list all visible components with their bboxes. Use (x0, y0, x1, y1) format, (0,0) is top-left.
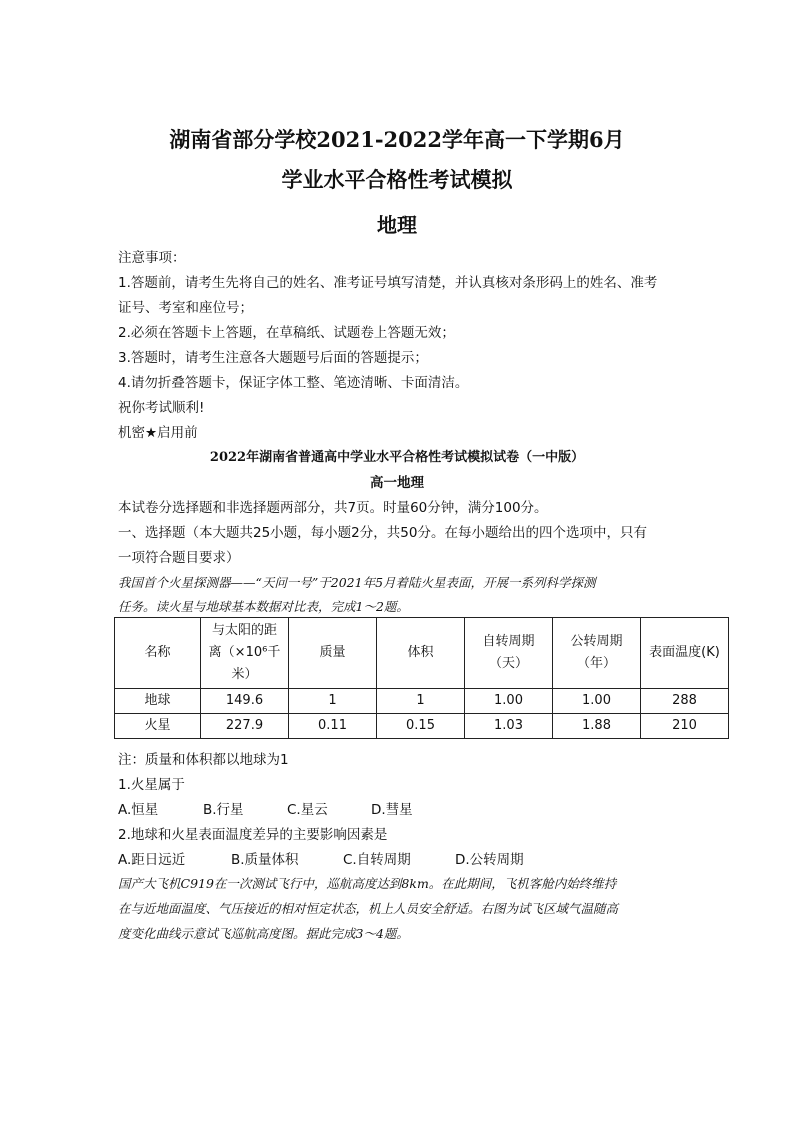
table-row (115, 714, 729, 739)
header-rotation-l2: （天） (488, 656, 528, 671)
cell-revolution: 1.88 (553, 714, 641, 739)
page-title-line1: 湖南省部分学校2021-2022学年高一下学期6月 (169, 127, 625, 152)
table-row (115, 689, 729, 714)
exam-intro: 本试卷分选择题和非选择题两部分，共7页。时量60分钟，满分100分。 (118, 500, 548, 516)
header-rotation (465, 618, 553, 689)
notice-item-1: 1.答题前，请考生先将自己的姓名、准考证号填写清楚，并认真核对条形码上的姓名、准考 (118, 275, 658, 291)
notice-item-3: 3.答题时，请考生注意各大题题号后面的答题提示； (118, 350, 428, 366)
q2-option-a: A.距日远近 (118, 852, 186, 868)
question-1-stem: 1.火星属于 (118, 777, 185, 793)
table-note: 注：质量和体积都以地球为1 (118, 752, 289, 768)
notice-item-1-cont: 证号、考室和座位号； (118, 300, 253, 316)
cell-mass: 0.11 (289, 714, 377, 739)
header-temperature: 表面温度(K) (641, 618, 729, 689)
q2-option-c: C.自转周期 (343, 852, 411, 868)
cell-volume: 0.15 (377, 714, 465, 739)
passage-mars-line2: 任务。读火星与地球基本数据对比表，完成1～2题。 (118, 599, 409, 614)
passage-c919-line2: 在与近地面温度、气压接近的相对恒定状态，机上人员安全舒适。右图为试飞区域气温随高 (118, 901, 619, 916)
header-revolution-l2: （年） (576, 656, 616, 671)
notice-heading: 注意事项： (118, 250, 186, 266)
header-name: 名称 (115, 618, 201, 689)
passage-c919-line1: 国产大飞机C919在一次测试飞行中，巡航高度达到8km。在此期间，飞机客舱内始终维持 (118, 876, 617, 891)
q1-option-a: A.恒星 (118, 802, 159, 818)
header-volume: 体积 (377, 618, 465, 689)
question-2-stem: 2.地球和火星表面温度差异的主要影响因素是 (118, 827, 388, 843)
cell-temperature: 210 (641, 714, 729, 739)
cell-name: 地球 (115, 689, 201, 714)
header-mass: 质量 (289, 618, 377, 689)
section-one-heading-cont: 一项符合题目要求） (118, 550, 240, 566)
cell-mass: 1 (289, 689, 377, 714)
cell-volume: 1 (377, 689, 465, 714)
subject-title: 地理 (377, 213, 417, 237)
q1-option-b: B.行星 (203, 802, 244, 818)
header-distance-l3: 米） (231, 667, 258, 682)
cell-rotation: 1.03 (465, 714, 553, 739)
cell-temperature: 288 (641, 689, 729, 714)
header-distance-l1: 与太阳的距 (211, 623, 277, 638)
good-luck-text: 祝你考试顺利! (118, 400, 205, 416)
passage-mars-line1: 我国首个火星探测器——“天问一号”于2021年5月着陆火星表面，开展一系列科学探测 (118, 575, 596, 590)
q1-option-d: D.彗星 (371, 802, 413, 818)
planet-data-table (114, 617, 729, 739)
cell-revolution: 1.00 (553, 689, 641, 714)
page-title-line2: 学业水平合格性考试模拟 (281, 167, 513, 192)
header-revolution (553, 618, 641, 689)
header-rotation-l1: 自转周期 (482, 634, 535, 649)
exam-subtitle: 高一地理 (370, 475, 424, 491)
q2-option-d: D.公转周期 (455, 852, 524, 868)
notice-item-2: 2.必须在答题卡上答题，在草稿纸、试题卷上答题无效； (118, 325, 455, 341)
cell-distance: 149.6 (201, 689, 289, 714)
header-distance-l2: 离（×10⁶千 (208, 645, 281, 660)
cell-rotation: 1.00 (465, 689, 553, 714)
header-revolution-l1: 公转周期 (570, 634, 623, 649)
cell-distance: 227.9 (201, 714, 289, 739)
section-one-heading: 一、选择题（本大题共25小题，每小题2分，共50分。在每小题给出的四个选项中，只有 (118, 525, 647, 541)
exam-title: 2022年湖南省普通高中学业水平合格性考试模拟试卷（一中版） (209, 450, 585, 465)
q1-option-c: C.星云 (287, 802, 328, 818)
notice-item-4: 4.请勿折叠答题卡，保证字体工整、笔迹清晰、卡面清洁。 (118, 375, 469, 391)
q2-option-b: B.质量体积 (231, 852, 299, 868)
table-header-row (115, 618, 729, 689)
passage-c919-line3: 度变化曲线示意试飞巡航高度图。据此完成3～4题。 (118, 926, 409, 941)
confidential-label: 机密★启用前 (118, 425, 198, 441)
header-distance (201, 618, 289, 689)
cell-name: 火星 (115, 714, 201, 739)
